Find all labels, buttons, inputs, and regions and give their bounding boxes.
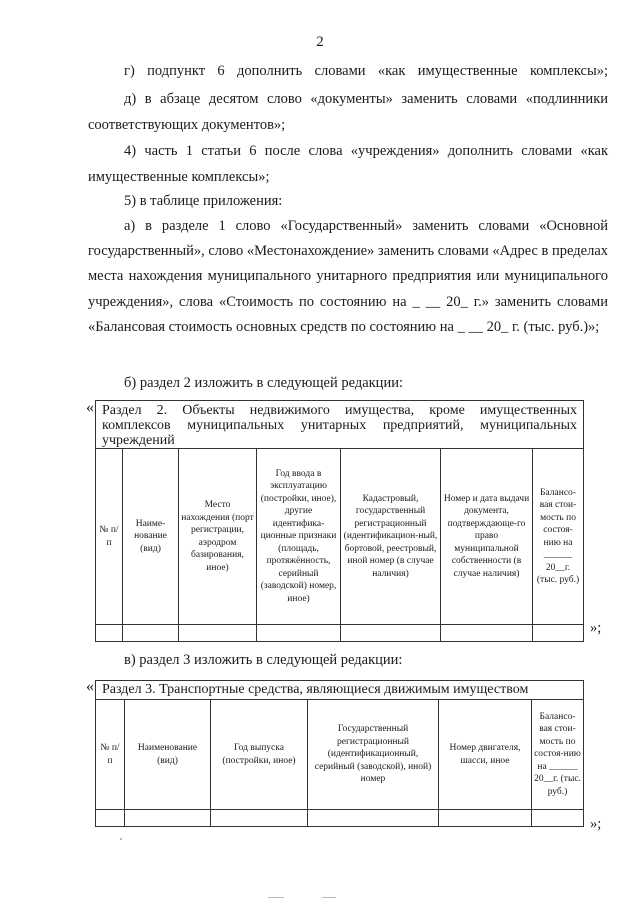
opening-quote-table3: « (86, 678, 94, 695)
table2-header-number: № п/п (96, 449, 123, 625)
scan-speck (322, 897, 336, 898)
table3-empty-cell (439, 810, 532, 827)
closing-quote-table2: »; (590, 620, 602, 636)
table3-header-engine-number: Номер двигателя, шасси, иное (439, 700, 532, 810)
table2-header-cadastral-number: Кадастровый, государственный регистрационный (идентификацион-ный, бортовой, реестровый, иной номер (в случае наличия) (341, 449, 441, 625)
opening-quote-table2: « (86, 399, 94, 416)
table3-empty-cell (308, 810, 439, 827)
table3-title: Раздел 3. Транспортные средства, являющиеся движимым имуществом (96, 681, 584, 700)
paragraph-amend-paragraph-ten: д) в абзаце десятом слово «документы» заменить словами «подлинники соответствующих документов»; (88, 91, 608, 133)
table3-header-balance-value: Балансо-вая стои-мость по состоя-нию на ______ 20__г. (тыс. руб.) (532, 700, 584, 810)
table2-header-name: Наиме-нование (вид) (123, 449, 179, 625)
table-section-2 (95, 400, 584, 642)
table2-empty-cell (179, 625, 257, 642)
table2-empty-cell (96, 625, 123, 642)
table2-empty-row (96, 625, 584, 642)
paragraph-section-2-intro: б) раздел 2 изложить в следующей редакции: (124, 375, 403, 391)
paragraph-amend-article-6: 4) часть 1 статьи 6 после слова «учреждения» дополнить словами «как имущественные комплексы»; (88, 143, 608, 185)
table2-empty-cell (341, 625, 441, 642)
table3-header-number: № п/п (96, 700, 125, 810)
table2-empty-cell (441, 625, 533, 642)
table3-empty-cell (96, 810, 125, 827)
table3-header-registration-number: Государственный регистрационный (идентификационный, серийный (заводской), иной) номер (308, 700, 439, 810)
table2-empty-cell (257, 625, 341, 642)
scan-speck (120, 838, 122, 840)
paragraph-section-3-intro: в) раздел 3 изложить в следующей редакции: (124, 652, 403, 668)
table2-empty-cell (123, 625, 179, 642)
paragraph-amend-subitem-6: г) подпункт 6 дополнить словами «как имущественные комплексы»; (124, 63, 608, 79)
paragraph-amend-section-1: а) в разделе 1 слово «Государственный» заменить словами «Основной государственный», слово «Местонахождение» заменить словами «Адрес в пределах места нахождения муниципального унитарного предприятия или муниципального учреждения», слова «Стоимость по состоянию на _ __ 20_ г.» заменить словами «Балансовая стоимость основных средств по состоянию на _ __ 20_ г. (тыс. руб.)»; (88, 218, 609, 335)
table3-empty-cell (532, 810, 584, 827)
page-number: 2 (316, 34, 324, 50)
table2-empty-cell (533, 625, 584, 642)
table2-title: Раздел 2. Объекты недвижимого имущества, кроме имущественных комплексов муниципальных унитарных предприятий, муниципальных учреждений (96, 401, 584, 449)
table2-header-location: Место нахождения (порт регистрации, аэродром базирования, иное) (179, 449, 257, 625)
table2-header-ownership-document: Номер и дата выдачи документа, подтверждающе-го право муниципальной собственности (в случае наличия) (441, 449, 533, 625)
table3-empty-cell (125, 810, 211, 827)
table3-empty-cell (211, 810, 308, 827)
table3-empty-row (96, 810, 584, 827)
paragraph-appendix-table: 5) в таблице приложения: (124, 193, 283, 209)
table2-header-year-and-identifiers: Год ввода в эксплуатацию (постройки, иное), другие идентифика-ционные признаки (площадь, протяжённость, серийный (заводской) номер, иное) (257, 449, 341, 625)
closing-quote-table3: »; (590, 816, 602, 832)
table2-header-balance-value: Балансо-вая стои-мость по состоя-нию на ______ 20__г. (тыс. руб.) (533, 449, 584, 625)
table3-header-name: Наименование (вид) (125, 700, 211, 810)
table-section-3 (95, 680, 584, 827)
scan-speck (268, 897, 284, 898)
table3-header-year: Год выпуска (постройки, иное) (211, 700, 308, 810)
